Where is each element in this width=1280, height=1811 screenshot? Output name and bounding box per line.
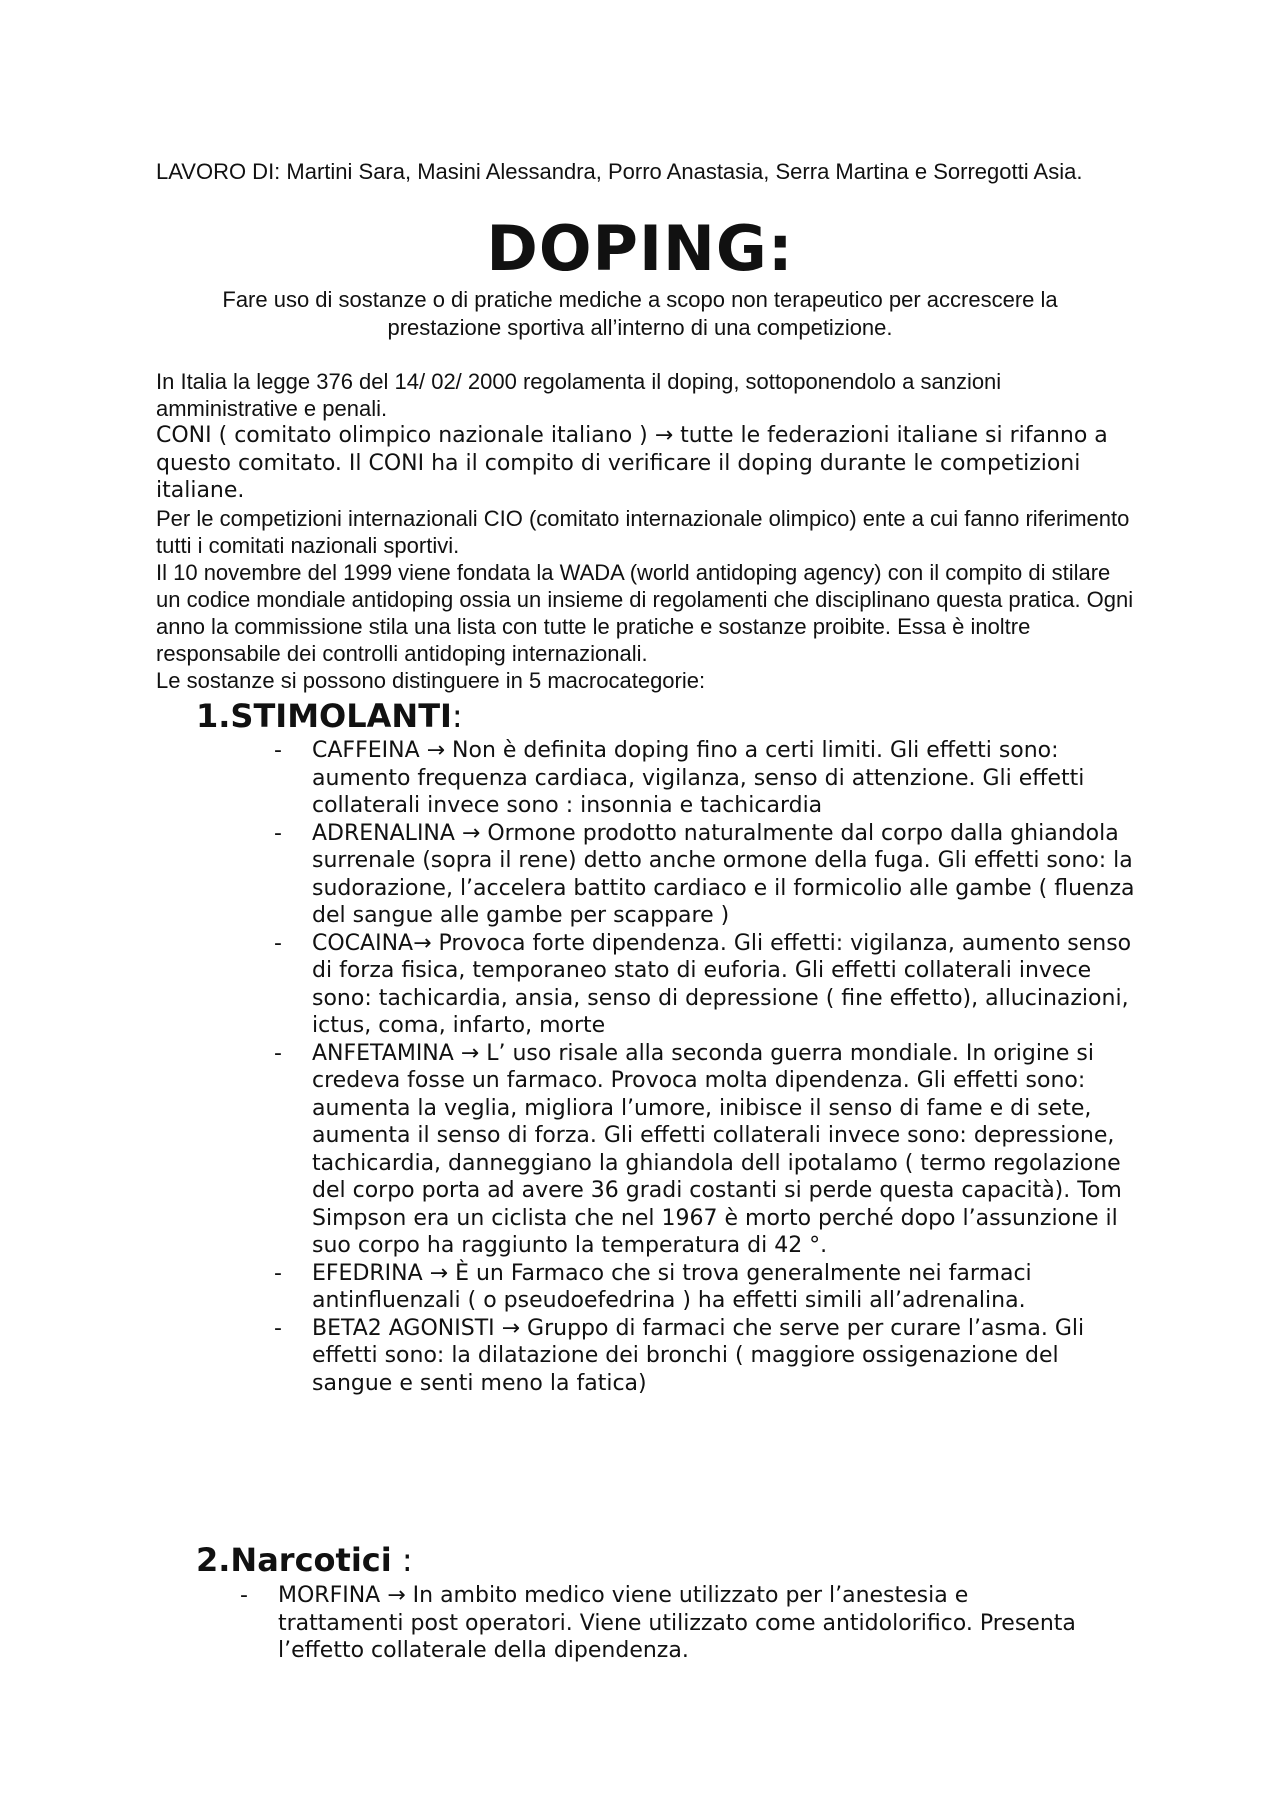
authors-line: LAVORO DI: Martini Sara, Masini Alessandra, Porro Anastasia, Serra Martina e Sorregotti Asia. [156, 159, 1083, 184]
section-title: STIMOLANTI [230, 697, 452, 735]
doping-definition: Fare uso di sostanze o di pratiche mediche a scopo non terapeutico per accrescere la prestazione sportiva all’interno di una competizione. [222, 287, 1058, 340]
narcotici-list [240, 1582, 1078, 1665]
item-text: ANFETAMINA → L’ uso risale alla seconda guerra mondiale. In origine si credeva fosse un farmaco. Provoca molta dipendenza. Gli effetti sono: aumenta la veglia, migliora l’umore, inibisce il senso di fame e di sete, aumenta il senso di forza. Gli effetti collaterali invece sono: depressione, tachicardia, danneggiano la ghiandola dell ipotalamo ( termo regolazione del corpo porta ad avere 36 gradi costanti si perde questa capacità). Tom Simpson era un ciclista che nel 1967 è morto perché dopo l’assunzione il suo corpo ha raggiunto la temperatura di 42 °. [312, 1040, 1122, 1258]
section-number: 2. [196, 1541, 231, 1579]
list-item [274, 737, 1142, 820]
item-text: EFEDRINA → È un Farmaco che si trova generalmente nei farmaci antinfluenzali ( o pseudoefedrina ) ha effetti simili all’adrenalina. [312, 1260, 1032, 1313]
section-title: Narcotici [230, 1541, 392, 1579]
bullet-dash: - [274, 1260, 282, 1286]
list-item [274, 930, 1142, 1040]
page-title: DOPING: [486, 212, 794, 285]
law-paragraph: In Italia la legge 376 del 14/ 02/ 2000 regolamenta il doping, sottoponendolo a sanzioni amministrative e penali. [156, 369, 1002, 421]
coni-paragraph: CONI ( comitato olimpico nazionale italiano ) → tutte le federazioni italiane si rifanno a questo comitato. Il CONI ha il compito di verificare il doping durante le competizioni italiane. [156, 423, 1108, 503]
list-item [274, 1260, 1142, 1315]
categories-paragraph: Le sostanze si possono distinguere in 5 macrocategorie: [156, 667, 706, 693]
bullet-dash: - [274, 930, 282, 956]
item-text: CAFFEINA → Non è definita doping fino a certi limiti. Gli effetti sono: aumento frequenza cardiaca, vigilanza, senso di attenzione. Gli effetti collaterali invece sono : insonnia e tachicardia [312, 738, 1085, 818]
list-item [274, 1315, 1142, 1398]
bullet-dash: - [240, 1583, 248, 1608]
cio-paragraph: Per le competizioni internazionali CIO (comitato internazionale olimpico) ente a cui fanno riferimento tutti i comitati nazionali sportivi. [156, 505, 1130, 558]
section-heading-narcotici [196, 1540, 413, 1580]
bullet-dash: - [274, 738, 282, 763]
item-text: COCAINA→ Provoca forte dipendenza. Gli effetti: vigilanza, aumento senso di forza fisica, temporaneo stato di euforia. Gli effetti collaterali invece sono: tachicardia, ansia, senso di depressione ( fine effetto), allucinazioni, ictus, coma, infarto, morte [312, 930, 1132, 1038]
wada-paragraph: Il 10 novembre del 1999 viene fondata la WADA (world antidoping agency) con il compito di stilare un codice mondiale antidoping ossia un insieme di regolamenti che disciplinano questa pratica. Ogni anno la commissione stila una lista con tutte le pratiche e sostanze proibite. Essa è inoltre responsabile dei controlli antidoping internazionali. [156, 559, 1134, 666]
list-item [274, 1040, 1142, 1260]
bullet-dash: - [274, 1315, 282, 1341]
list-item [274, 820, 1142, 930]
bullet-dash: - [274, 1040, 282, 1066]
list-item [240, 1582, 1078, 1665]
item-text: BETA2 AGONISTI → Gruppo di farmaci che serve per curare l’asma. Gli effetti sono: la dilatazione dei bronchi ( maggiore ossigenazione del sangue e senti meno la fatica) [312, 1315, 1085, 1396]
section-heading-stimolanti [196, 696, 463, 736]
item-text: ADRENALINA → Ormone prodotto naturalmente dal corpo dalla ghiandola surrenale (sopra il rene) detto anche ormone della fuga. Gli effetti sono: la sudorazione, l’accelera battito cardiaco e il formicolio alle gambe ( fluenza del sangue alle gambe per scappare ) [312, 820, 1135, 928]
section-suffix: : [391, 1541, 413, 1579]
section-number: 1. [196, 697, 231, 735]
section-suffix: : [451, 697, 463, 735]
stimolanti-list [274, 737, 1142, 1397]
bullet-dash: - [274, 820, 282, 846]
intro-text [156, 368, 1136, 694]
item-text: MORFINA → In ambito medico viene utilizzato per l’anestesia e trattamenti post operatori. Viene utilizzato come antidolorifico. Presenta l’effetto collaterale della dipendenza. [278, 1583, 1076, 1663]
